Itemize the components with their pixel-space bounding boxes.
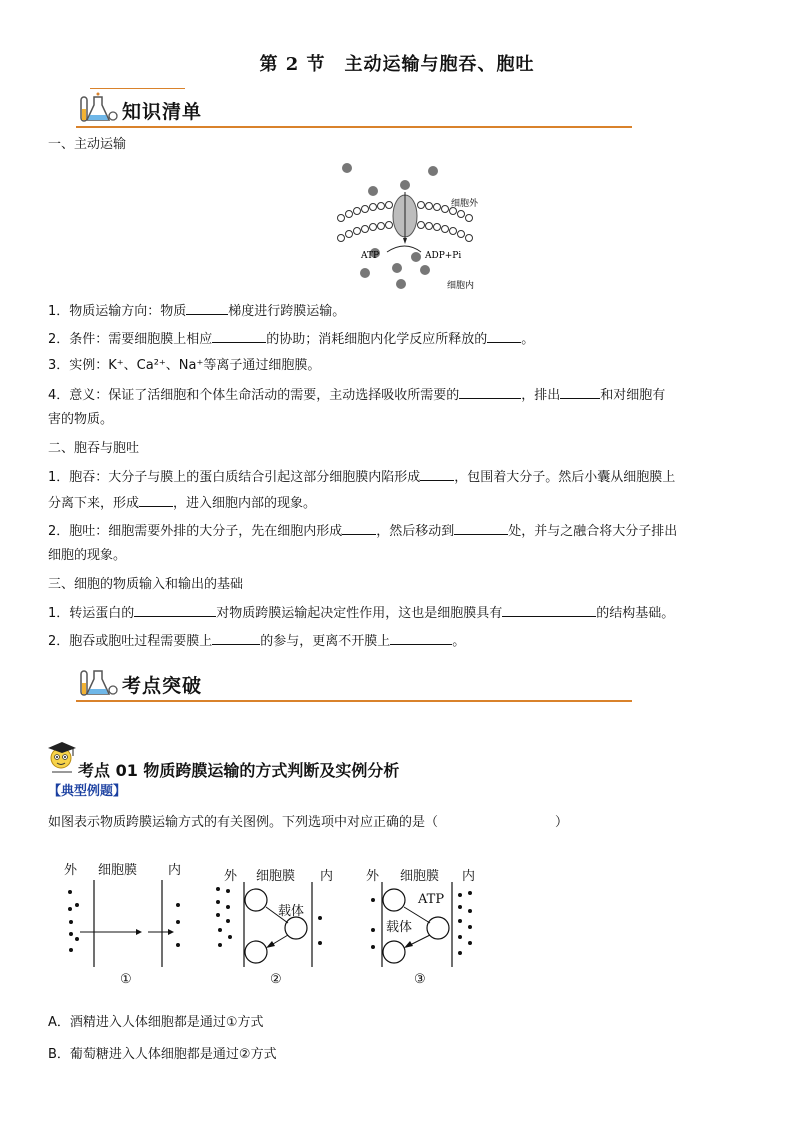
heading-active-transport: 一、主动运输 bbox=[48, 137, 127, 152]
lab-flask-icon bbox=[78, 665, 118, 699]
panel-number: ② bbox=[270, 972, 282, 987]
section-heading: 知识清单 bbox=[122, 101, 203, 123]
point-exocytosis: 2．胞吐：细胞需要外排的大分子，先在细胞内形成 ，然后移动到 处，并与之融合将大分子排出 bbox=[48, 520, 748, 542]
inside-label: 内 bbox=[462, 869, 476, 884]
membrane-label: 细胞膜 bbox=[400, 869, 440, 884]
membrane-label: 细胞膜 bbox=[98, 863, 138, 878]
membrane-label: 细胞膜 bbox=[256, 869, 296, 884]
section-header-points bbox=[76, 662, 632, 702]
point-exocytosis-cont: 细胞的现象。 bbox=[48, 548, 127, 563]
section-heading: 考点突破 bbox=[122, 675, 203, 697]
lab-flask-icon bbox=[78, 91, 118, 125]
point-4: 4．意义：保证了活细胞和个体生命活动的需要，主动选择吸收所需要的 ，排出 和对细胞有 bbox=[48, 384, 748, 406]
transport-modes-figure bbox=[58, 855, 488, 990]
carrier-label: 载体 bbox=[278, 904, 305, 919]
graduate-mascot-icon bbox=[46, 738, 78, 774]
outside-label: 外 bbox=[366, 869, 380, 884]
inside-label: 内 bbox=[320, 869, 334, 884]
point-basis-2: 2．胞吞或胞吐过程需要膜上 的参与，更离不开膜上 。 bbox=[48, 630, 748, 652]
example-label: 【典型例题】 bbox=[48, 784, 127, 799]
exam-point-title: 考点 01 物质跨膜运输的方式判断及实例分析 bbox=[78, 761, 400, 780]
inside-label: 内 bbox=[168, 863, 182, 878]
outside-label: 外 bbox=[64, 863, 78, 878]
heading-basis: 三、细胞的物质输入和输出的基础 bbox=[48, 577, 244, 592]
point-1: 1．物质运输方向：物质 梯度进行跨膜运输。 bbox=[48, 300, 748, 322]
point-endocytosis: 1．胞吞：大分子与膜上的蛋白质结合引起这部分细胞膜内陷形成 ，包围着大分子。然后小囊从细胞膜上 bbox=[48, 466, 748, 488]
inside-label: 细胞内 bbox=[447, 281, 475, 291]
carrier-label: 载体 bbox=[386, 920, 413, 935]
atp-label: ATP bbox=[361, 251, 380, 261]
panel-number: ① bbox=[120, 972, 132, 987]
active-transport-figure bbox=[325, 160, 495, 295]
option-a: A．酒精进入人体细胞都是通过①方式 bbox=[48, 1015, 264, 1030]
question-stem: 如图表示物质跨膜运输方式的有关图例。下列选项中对应正确的是（ ） bbox=[48, 815, 569, 830]
point-endocytosis-cont: 分离下来，形成 ，进入细胞内部的现象。 bbox=[48, 492, 748, 514]
point-3: 3．实例：K⁺、Ca²⁺、Na⁺等离子通过细胞膜。 bbox=[48, 358, 321, 373]
atp-label: ATP bbox=[418, 892, 445, 907]
outside-label: 细胞外 bbox=[451, 199, 479, 209]
adp-label: ADP+Pi bbox=[425, 251, 462, 261]
point-2: 2．条件：需要细胞膜上相应 的协助；消耗细胞内化学反应所释放的 。 bbox=[48, 328, 748, 350]
outside-label: 外 bbox=[224, 869, 238, 884]
option-b: B．葡萄糖进入人体细胞都是通过②方式 bbox=[48, 1047, 277, 1062]
point-4-cont: 害的物质。 bbox=[48, 412, 114, 427]
section-header-knowledge bbox=[76, 88, 632, 128]
point-basis-1: 1．转运蛋白的 对物质跨膜运输起决定性作用，这也是细胞膜具有 的结构基础。 bbox=[48, 602, 748, 624]
page-title: 第 2 节 主动运输与胞吞、胞吐 bbox=[259, 54, 535, 75]
panel-number: ③ bbox=[414, 972, 426, 987]
heading-endocytosis: 二、胞吞与胞吐 bbox=[48, 441, 140, 456]
